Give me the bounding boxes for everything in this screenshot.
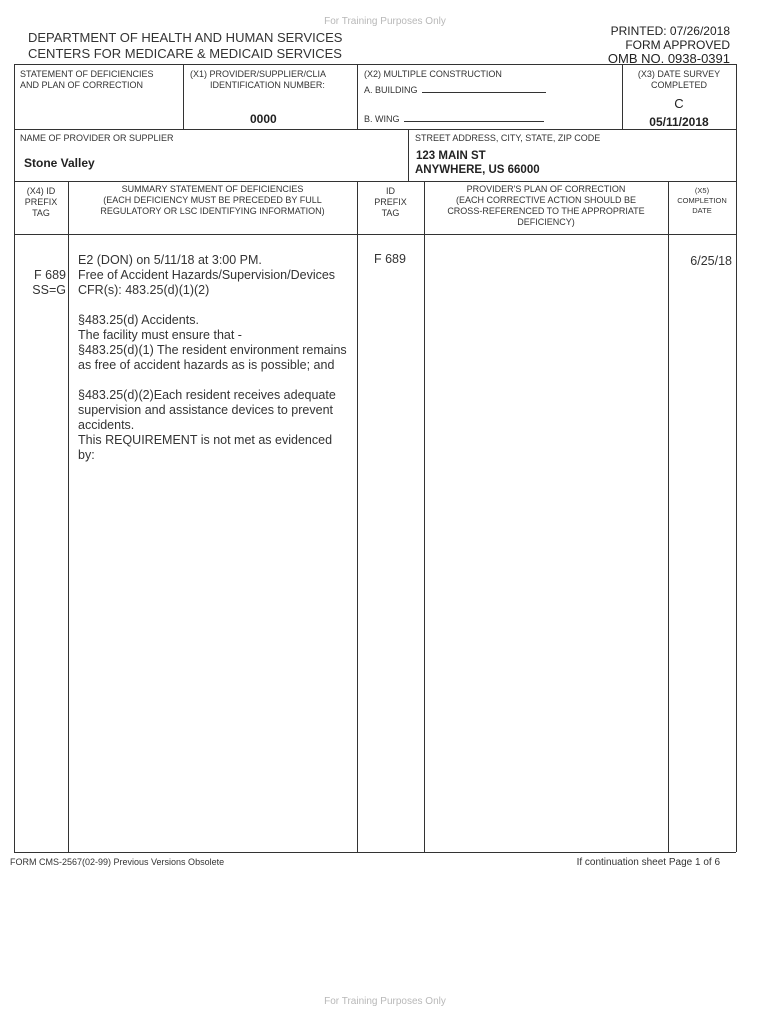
rule-provider xyxy=(14,129,736,130)
x3-label-line-2: COMPLETED xyxy=(650,80,707,90)
regulation-paragraph-2-line-2: supervision and assistance devices to prevent xyxy=(78,403,334,417)
regulation-paragraph-2-line-3: accidents. xyxy=(78,418,135,432)
address-label: STREET ADDRESS, CITY, STATE, ZIP CODE xyxy=(415,133,601,143)
statement-label-line-1: STATEMENT OF DEFICIENCIES xyxy=(20,69,154,79)
divider-plan xyxy=(668,181,669,852)
x3-label xyxy=(622,69,736,91)
rule-bottom xyxy=(14,852,736,853)
address-line-1: 123 MAIN ST xyxy=(416,150,486,162)
department-title: DEPARTMENT OF HEALTH AND HUMAN SERVICES xyxy=(28,30,343,45)
divider-id xyxy=(424,181,425,852)
id-prefix-tag: F 689 xyxy=(374,252,406,266)
divider-address xyxy=(408,129,409,181)
regulation-paragraph-2-line-1: §483.25(d)(2)Each resident receives adequate xyxy=(78,388,336,402)
divider-x1 xyxy=(183,64,184,129)
regulation-paragraph-2-line-4: This REQUIREMENT is not met as evidenced xyxy=(78,433,333,447)
id-header-line-3: TAG xyxy=(381,208,400,218)
x3-label-line-1: (X3) DATE SURVEY xyxy=(637,69,721,79)
summary-header-line-3: REGULATORY OR LSC IDENTIFYING INFORMATION) xyxy=(100,206,325,216)
building-line xyxy=(422,92,546,93)
regulation-paragraph-1-line-1: §483.25(d) Accidents. xyxy=(78,313,199,327)
building-field xyxy=(364,85,546,96)
x5-header-line-2: COMPLETION xyxy=(677,196,727,205)
deficiency-line-2: Free of Accident Hazards/Supervision/Devices xyxy=(78,268,336,282)
x4-header-line-3: TAG xyxy=(32,208,50,218)
border-left xyxy=(14,64,15,852)
watermark-top: For Training Purposes Only xyxy=(324,16,446,27)
x1-label-line-1: (X1) PROVIDER/SUPPLIER/CLIA xyxy=(190,69,327,79)
divider-x2 xyxy=(357,64,358,129)
provider-address xyxy=(415,149,540,177)
provider-name: Stone Valley xyxy=(24,156,95,170)
x1-label xyxy=(190,69,350,91)
provider-name-label: NAME OF PROVIDER OR SUPPLIER xyxy=(20,133,174,143)
x2-label: (X2) MULTIPLE CONSTRUCTION xyxy=(364,69,502,79)
centers-title: CENTERS FOR MEDICARE & MEDICAID SERVICES xyxy=(28,46,342,61)
prefix-tag-block xyxy=(30,268,66,298)
plan-header-line-2: (EACH CORRECTIVE ACTION SHOULD BE xyxy=(455,195,637,205)
divider-summary xyxy=(357,181,358,852)
wing-field xyxy=(364,114,544,125)
id-header xyxy=(357,186,424,219)
statement-label xyxy=(20,69,154,91)
regulation-paragraph-1-line-4: as free of accident hazards as is possible; and xyxy=(78,358,335,372)
summary-header xyxy=(68,184,357,217)
regulation-paragraph-1-line-2: The facility must ensure that - xyxy=(78,328,242,342)
survey-code: C xyxy=(674,96,684,111)
id-header-line-2: PREFIX xyxy=(374,197,407,207)
divider-prefix xyxy=(68,181,69,852)
x4-header-line-2: PREFIX xyxy=(24,197,58,207)
regulation-paragraph-1-line-3: §483.25(d)(1) The resident environment remains xyxy=(78,343,347,357)
x4-header xyxy=(14,186,68,219)
x1-label-line-2: IDENTIFICATION NUMBER: xyxy=(210,80,325,90)
rule-columns xyxy=(14,181,736,182)
form-header-meta xyxy=(608,24,730,66)
rule-top xyxy=(14,64,736,65)
building-label: A. BUILDING xyxy=(364,85,418,95)
x5-header-line-1: (X5) xyxy=(694,186,710,195)
provider-id-number: 0000 xyxy=(250,112,277,126)
continuation-page: If continuation sheet Page 1 of 6 xyxy=(576,857,720,868)
prefix-tag: F 689 xyxy=(34,268,66,282)
address-line-2: ANYWHERE, US 66000 xyxy=(415,164,540,176)
completion-date: 6/25/18 xyxy=(690,254,732,268)
plan-header-line-3: CROSS-REFERENCED TO THE APPROPRIATE xyxy=(447,206,645,216)
wing-line xyxy=(404,121,544,122)
printed-date: PRINTED: 07/26/2018 xyxy=(610,24,730,38)
plan-header-line-1: PROVIDER'S PLAN OF CORRECTION xyxy=(466,184,626,194)
watermark-bottom: For Training Purposes Only xyxy=(324,996,446,1007)
deficiency-line-3: CFR(s): 483.25(d)(1)(2) xyxy=(78,283,210,297)
plan-header xyxy=(424,184,668,228)
form-number: FORM CMS-2567(02-99) Previous Versions Obsolete xyxy=(10,857,225,867)
x4-header-line-1: (X4) ID xyxy=(26,186,56,196)
border-right xyxy=(736,64,737,852)
deficiency-line-1: E2 (DON) on 5/11/18 at 3:00 PM. xyxy=(78,253,262,267)
scope-severity: SS=G xyxy=(32,283,66,297)
statement-label-line-2: AND PLAN OF CORRECTION xyxy=(20,80,144,90)
wing-label: B. WING xyxy=(364,114,400,124)
deficiency-text xyxy=(78,253,354,463)
form-header-agency xyxy=(28,30,342,62)
x5-header-line-3: DATE xyxy=(692,206,712,215)
form-approved: FORM APPROVED xyxy=(625,38,730,52)
regulation-paragraph-2-line-5: by: xyxy=(78,448,95,462)
survey-date: 05/11/2018 xyxy=(649,115,709,129)
omb-number: OMB NO. 0938-0391 xyxy=(607,51,730,66)
rule-body xyxy=(14,234,736,235)
plan-header-line-4: DEFICIENCY) xyxy=(517,217,575,227)
summary-header-line-2: (EACH DEFICIENCY MUST BE PRECEDED BY FULL xyxy=(103,195,322,205)
id-header-line-1: ID xyxy=(386,186,395,196)
summary-header-line-1: SUMMARY STATEMENT OF DEFICIENCIES xyxy=(121,184,304,194)
x5-header xyxy=(668,186,736,216)
